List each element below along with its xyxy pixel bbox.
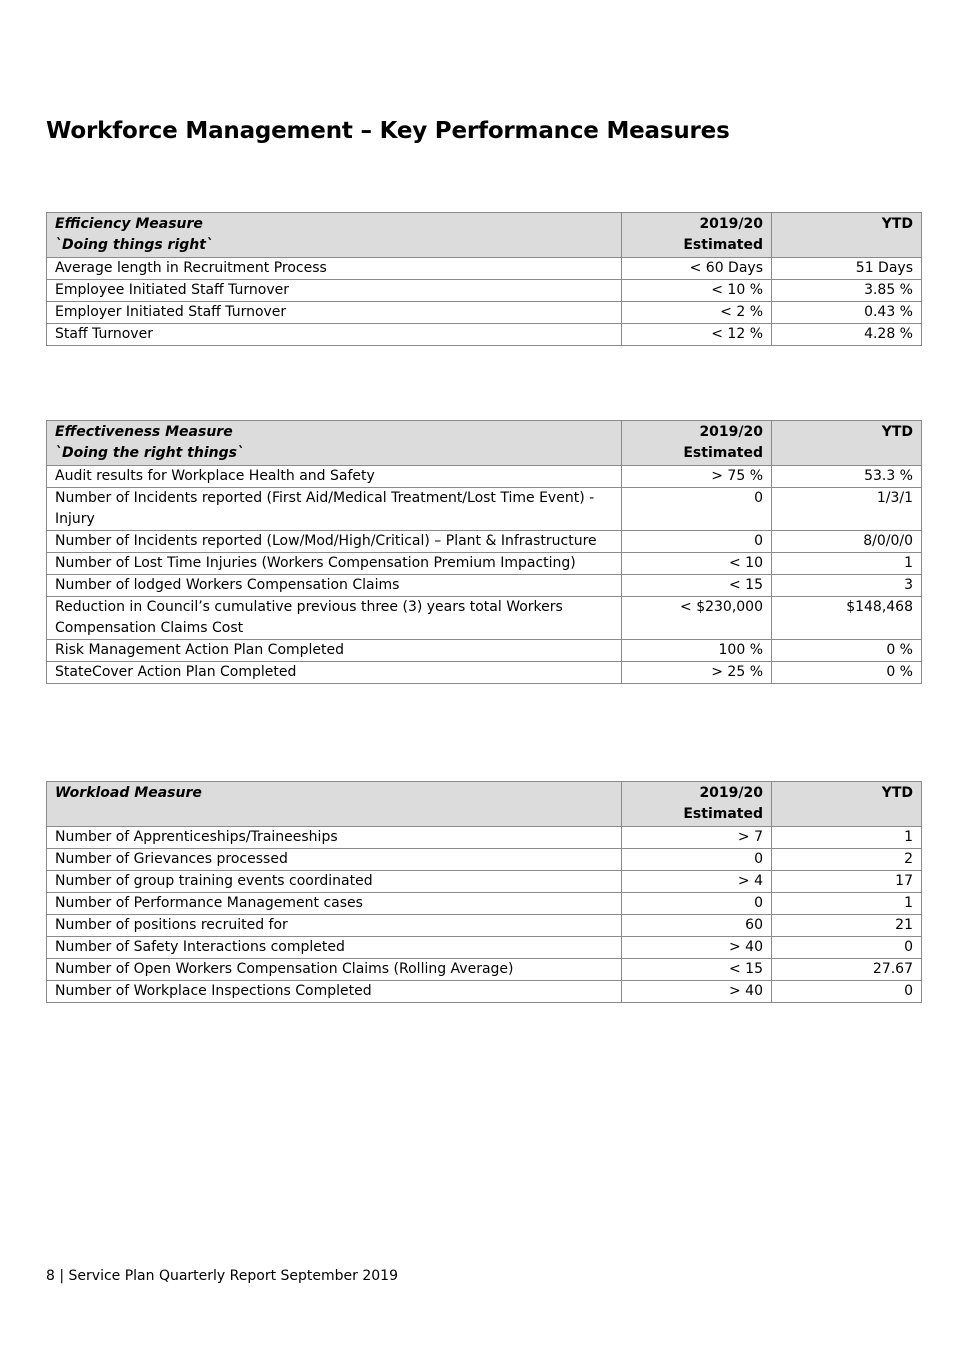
measure-cell: Number of Lost Time Injuries (Workers Compensation Premium Impacting) — [47, 553, 622, 575]
ytd-cell: 53.3 % — [772, 466, 922, 488]
measure-cell: Number of lodged Workers Compensation Claims — [47, 575, 622, 597]
workload-heading — [47, 782, 622, 827]
measure-cell: Number of Open Workers Compensation Claims (Rolling Average) — [47, 959, 622, 981]
table-row — [47, 575, 922, 597]
table-row — [47, 466, 922, 488]
ytd-cell: 0 — [772, 937, 922, 959]
table-row — [47, 302, 922, 324]
measure-cell: Number of group training events coordinated — [47, 871, 622, 893]
efficiency-heading-title: Efficiency Measure — [55, 216, 203, 232]
measure-cell: Reduction in Council’s cumulative previous three (3) years total Workers Compensation Claims Cost — [47, 597, 622, 640]
workload-estimated-label: Estimated — [683, 806, 763, 822]
workload-estimated-header — [622, 782, 772, 827]
effectiveness-estimated-year: 2019/20 — [699, 424, 763, 440]
estimated-cell: 100 % — [622, 640, 772, 662]
table-row — [47, 849, 922, 871]
measure-cell: Audit results for Workplace Health and Safety — [47, 466, 622, 488]
table-row — [47, 280, 922, 302]
ytd-cell: 0.43 % — [772, 302, 922, 324]
workload-header-row — [47, 782, 922, 827]
table-row — [47, 488, 922, 531]
page-footer: 8 | Service Plan Quarterly Report September 2019 — [46, 1268, 398, 1284]
ytd-cell: 1 — [772, 893, 922, 915]
effectiveness-heading-subtitle: `Doing the right things` — [55, 445, 244, 461]
estimated-cell: 60 — [622, 915, 772, 937]
ytd-cell: 0 % — [772, 640, 922, 662]
measure-cell: Number of Performance Management cases — [47, 893, 622, 915]
workload-ytd-header: YTD — [772, 782, 922, 827]
ytd-cell: 2 — [772, 849, 922, 871]
table-row — [47, 827, 922, 849]
ytd-cell: 1/3/1 — [772, 488, 922, 531]
ytd-cell: 1 — [772, 827, 922, 849]
page-title: Workforce Management – Key Performance Measures — [46, 118, 730, 144]
workload-estimated-year: 2019/20 — [699, 785, 763, 801]
efficiency-heading-subtitle: `Doing things right` — [55, 237, 213, 253]
ytd-cell: 3 — [772, 575, 922, 597]
estimated-cell: > 7 — [622, 827, 772, 849]
efficiency-table — [46, 212, 922, 346]
estimated-cell: < 2 % — [622, 302, 772, 324]
measure-cell: Number of Incidents reported (Low/Mod/High/Critical) – Plant & Infrastructure — [47, 531, 622, 553]
ytd-cell: 51 Days — [772, 258, 922, 280]
efficiency-estimated-label: Estimated — [683, 237, 763, 253]
estimated-cell: > 75 % — [622, 466, 772, 488]
effectiveness-estimated-label: Estimated — [683, 445, 763, 461]
measure-cell: Number of Workplace Inspections Completed — [47, 981, 622, 1003]
table-row — [47, 662, 922, 684]
ytd-cell: 17 — [772, 871, 922, 893]
effectiveness-heading — [47, 421, 622, 466]
table-row — [47, 597, 922, 640]
effectiveness-header-row — [47, 421, 922, 466]
measure-cell: Employee Initiated Staff Turnover — [47, 280, 622, 302]
ytd-cell: 4.28 % — [772, 324, 922, 346]
estimated-cell: > 4 — [622, 871, 772, 893]
measure-cell: Number of Safety Interactions completed — [47, 937, 622, 959]
efficiency-heading — [47, 213, 622, 258]
table-row — [47, 893, 922, 915]
table-row — [47, 258, 922, 280]
estimated-cell: < 15 — [622, 959, 772, 981]
measure-cell: Number of Apprenticeships/Traineeships — [47, 827, 622, 849]
effectiveness-heading-title: Effectiveness Measure — [55, 424, 233, 440]
estimated-cell: > 40 — [622, 937, 772, 959]
estimated-cell: > 25 % — [622, 662, 772, 684]
table-row — [47, 959, 922, 981]
effectiveness-estimated-header — [622, 421, 772, 466]
table-row — [47, 981, 922, 1003]
ytd-cell: 21 — [772, 915, 922, 937]
estimated-cell: < 10 — [622, 553, 772, 575]
estimated-cell: 0 — [622, 849, 772, 871]
table-row — [47, 915, 922, 937]
measure-cell: StateCover Action Plan Completed — [47, 662, 622, 684]
efficiency-estimated-year: 2019/20 — [699, 216, 763, 232]
ytd-cell: 0 — [772, 981, 922, 1003]
estimated-cell: < 60 Days — [622, 258, 772, 280]
table-row — [47, 871, 922, 893]
measure-cell: Average length in Recruitment Process — [47, 258, 622, 280]
ytd-cell: $148,468 — [772, 597, 922, 640]
workload-table — [46, 781, 922, 1003]
efficiency-ytd-header: YTD — [772, 213, 922, 258]
efficiency-estimated-header — [622, 213, 772, 258]
estimated-cell: 0 — [622, 893, 772, 915]
workload-heading-title: Workload Measure — [55, 785, 202, 801]
table-row — [47, 937, 922, 959]
measure-cell: Number of Incidents reported (First Aid/Medical Treatment/Lost Time Event) - Injury — [47, 488, 622, 531]
effectiveness-table — [46, 420, 922, 684]
effectiveness-ytd-header: YTD — [772, 421, 922, 466]
ytd-cell: 8/0/0/0 — [772, 531, 922, 553]
ytd-cell: 0 % — [772, 662, 922, 684]
table-row — [47, 553, 922, 575]
estimated-cell: 0 — [622, 531, 772, 553]
efficiency-header-row — [47, 213, 922, 258]
estimated-cell: > 40 — [622, 981, 772, 1003]
ytd-cell: 1 — [772, 553, 922, 575]
estimated-cell: < 10 % — [622, 280, 772, 302]
estimated-cell: 0 — [622, 488, 772, 531]
measure-cell: Number of Grievances processed — [47, 849, 622, 871]
table-row — [47, 531, 922, 553]
table-row — [47, 640, 922, 662]
measure-cell: Staff Turnover — [47, 324, 622, 346]
estimated-cell: < 12 % — [622, 324, 772, 346]
measure-cell: Risk Management Action Plan Completed — [47, 640, 622, 662]
ytd-cell: 27.67 — [772, 959, 922, 981]
table-row — [47, 324, 922, 346]
ytd-cell: 3.85 % — [772, 280, 922, 302]
estimated-cell: < 15 — [622, 575, 772, 597]
estimated-cell: < $230,000 — [622, 597, 772, 640]
measure-cell: Number of positions recruited for — [47, 915, 622, 937]
measure-cell: Employer Initiated Staff Turnover — [47, 302, 622, 324]
